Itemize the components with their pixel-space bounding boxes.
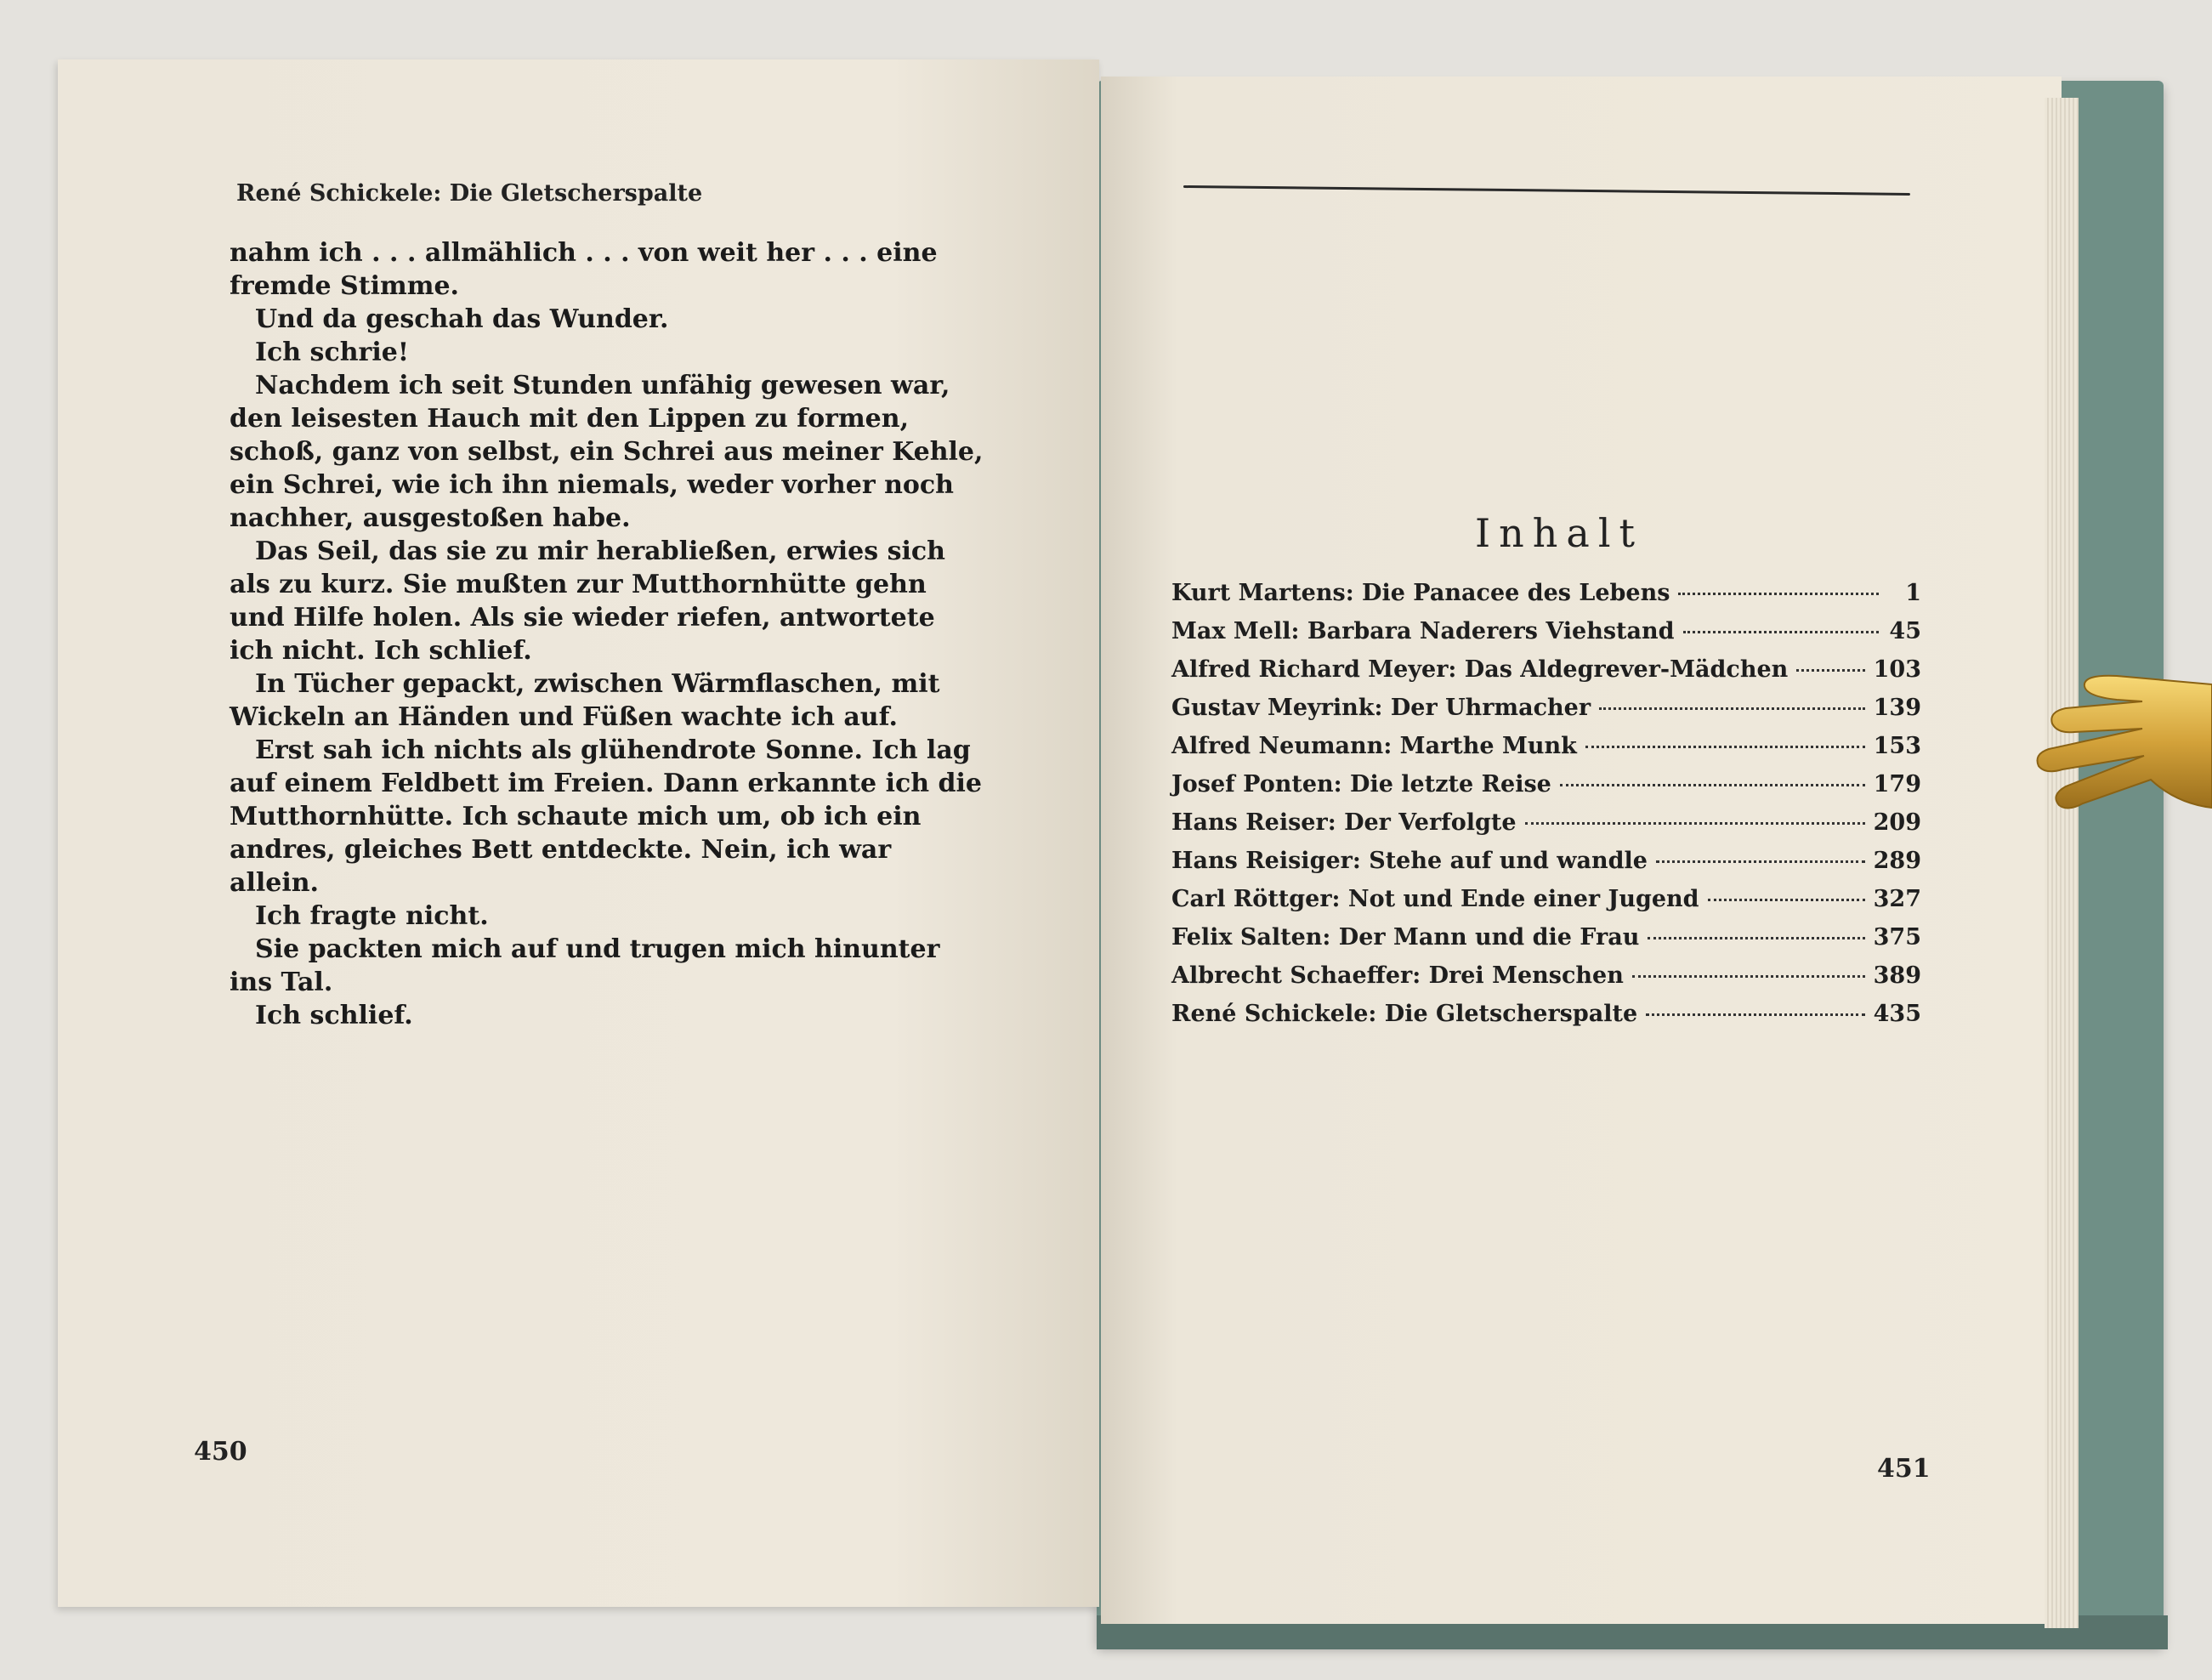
toc-title: Inhalt [1475,510,1644,556]
running-head: René Schickele: Die Gletscherspalte [236,180,703,207]
dot-leader [1585,746,1865,748]
dot-leader [1683,631,1879,633]
toc-row [1171,924,1921,962]
toc-entry: Albrecht Schaeffer: Drei Menschen [1171,962,1624,989]
toc-entry: Felix Salten: Der Mann und die Frau [1171,924,1640,951]
dot-leader [1648,937,1864,939]
toc-row [1171,580,1921,618]
toc-row [1171,809,1921,848]
body-text [230,236,986,1032]
toc-page: 103 [1873,656,1921,683]
toc-page: 209 [1873,809,1921,836]
paragraph: Nachdem ich seit Stunden unfähig gewesen war, den leisesten Hauch mit den Lippen zu formen, schoß, ganz von selbst, ein Schrei aus meiner Kehle, ein Schrei, wie ich ihn niemals, weder vorher noch nachher, ausgestoßen habe. [230,371,984,533]
dot-leader [1678,593,1879,595]
toc-page: 153 [1873,733,1921,759]
toc-row [1171,962,1921,1001]
toc-page: 375 [1873,924,1921,951]
toc-entry: René Schickele: Die Gletscherspalte [1171,1001,1638,1027]
toc-page: 179 [1873,771,1921,797]
toc-row [1171,1001,1921,1039]
toc-page: 389 [1873,962,1921,989]
toc-page: 139 [1873,695,1921,721]
toc-row [1171,656,1921,695]
paragraph: Sie packten mich auf und trugen mich hinunter ins Tal. [230,934,940,997]
toc-page: 289 [1873,848,1921,874]
dot-leader [1656,860,1865,863]
toc-row [1171,695,1921,733]
paragraph: Und da geschah das Wunder. [255,304,669,334]
toc-row [1171,733,1921,771]
toc-page: 45 [1889,618,1921,644]
page-number-left: 450 [194,1437,247,1467]
toc-entry: Josef Ponten: Die letzte Reise [1171,771,1551,797]
paragraph: In Tücher gepackt, zwischen Wärmflaschen, mit Wickeln an Händen und Füßen wachte ich auf. [230,669,940,732]
dot-leader [1796,669,1864,672]
toc-row [1171,886,1921,924]
toc-entry: Hans Reisiger: Stehe auf und wandle [1171,848,1648,874]
dot-leader [1708,899,1865,901]
toc-entry: Alfred Neumann: Marthe Munk [1171,733,1577,759]
brass-hand-clip-icon [2015,667,2212,850]
toc-entry: Kurt Martens: Die Panacee des Lebens [1171,580,1670,606]
toc-page: 327 [1873,886,1921,912]
dot-leader [1525,822,1865,825]
paragraph: Ich schrie! [255,338,409,367]
dot-leader [1646,1013,1864,1016]
paragraph: Das Seil, das sie zu mir herabließen, erwies sich als zu kurz. Sie mußten zur Mutthornhütte gehn und Hilfe holen. Als sie wieder riefen, antwortete ich nicht. Ich schlief. [230,536,945,666]
toc-row [1171,848,1921,886]
toc-entry: Carl Röttger: Not und Ende einer Jugend [1171,886,1699,912]
toc-page: 1 [1905,580,1921,606]
dot-leader [1560,784,1865,786]
table-of-contents [1171,580,1921,1039]
page-number-right: 451 [1877,1454,1931,1484]
toc-entry: Max Mell: Barbara Naderers Viehstand [1171,618,1675,644]
toc-row [1171,771,1921,809]
paragraph: Erst sah ich nichts als glühendrote Sonne. Ich lag auf einem Feldbett im Freien. Dann erkannte ich die Mutthornhütte. Ich schaute mich um, ob ich ein andres, gleiches Bett entdeckte. Nein, ich war allein. [230,735,982,898]
page-block-edge [2045,98,2079,1628]
toc-entry: Gustav Meyrink: Der Uhrmacher [1171,695,1591,721]
paragraph: nahm ich . . . allmählich . . . von weit her . . . eine fremde Stimme. [230,238,938,301]
dot-leader [1599,707,1865,710]
toc-page: 435 [1873,1001,1921,1027]
toc-entry: Hans Reiser: Der Verfolgte [1171,809,1517,836]
paragraph: Ich fragte nicht. [255,901,489,931]
toc-entry: Alfred Richard Meyer: Das Aldegrever-Mädchen [1171,656,1789,683]
dot-leader [1632,975,1865,978]
toc-row [1171,618,1921,656]
paragraph: Ich schlief. [255,1001,413,1030]
